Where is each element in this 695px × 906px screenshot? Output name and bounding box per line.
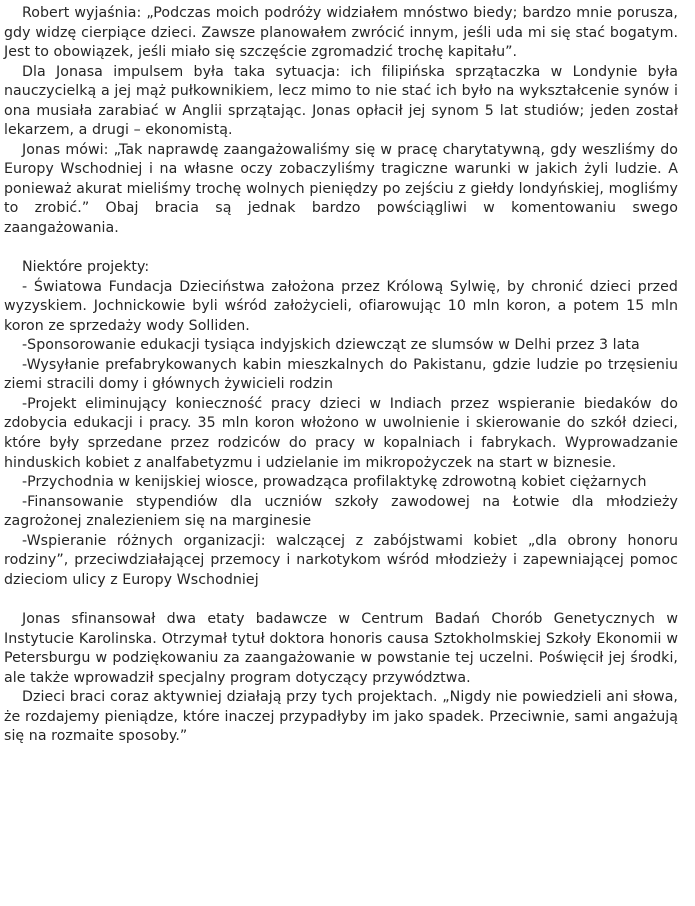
- paragraph-spacer: [4, 590, 678, 610]
- paragraph-children-involvement: Dzieci braci coraz aktywniej działają przy tych projektach. „Nigdy nie powiedzieli ani słowa, że rozdajemy pieniądze, które inaczej przypadłyby im jako spadek. Przeciwnie, sami angażują się na rozmaite sposoby.”: [4, 689, 678, 745]
- paragraph-jonas-impulse: Dla Jonasa impulsem była taka sytuacja: ich filipińska sprzątaczka w Londynie była nauczycielką a jej mąż pułkownikiem, lecz mimo to nie stać ich było na wykształcenie synów i ona musiała zarabiać w Anglii sprzątając. Jonas opłacił jej synom 5 lat studiów; jeden został lekarzem, a drugi – ekonomistą.: [4, 63, 678, 139]
- paragraph-robert-quote: Robert wyjaśnia: „Podczas moich podróży widziałem mnóstwo biedy; bardzo mnie porusza, gdy widzę cierpiące dzieci. Zawsze planowałem zwrócić innym, jeśli uda mi się stać bogatym. Jest to obowiązek, jeśli miało się szczęście zgromadzić trochę kapitału”.: [4, 5, 678, 61]
- paragraph-jonas-quote: Jonas mówi: „Tak naprawdę zaangażowaliśmy się w pracę charytatywną, gdy weszliśmy do Europy Wschodniej i na własne oczy zobaczyliśmy tragiczne warunki w jakich żyli ludzie. A ponieważ akurat mieliśmy trochę wolnych pieniędzy po zejściu z giełdy londyńskiej, mogliśmy to zrobić.” Obaj bracia są jednak bardzo powściągliwi w komentowaniu swego zaangażowania.: [4, 141, 678, 237]
- project-item: -Wysyłanie prefabrykowanych kabin mieszkalnych do Pakistanu, gdzie ludzie po trzęsieniu ziemi stracili domy i głównych żywicieli rodzin: [4, 356, 678, 393]
- paragraph-research-funding: Jonas sfinansował dwa etaty badawcze w Centrum Badań Chorób Genetycznych w Instytucie Karolinska. Otrzymał tytuł doktora honoris causa Sztokholmskiej Szkoły Ekonomii w Petersburgu w podziękowaniu za zaangażowanie w powstanie tej uczelni. Poświęcił jej środki, ale także wprowadził specjalny program dotyczący przywództwa.: [4, 610, 678, 686]
- project-item: -Wspieranie różnych organizacji: walczącej z zabójstwami kobiet „dla obrony honoru rodziny”, przeciwdziałającej przemocy i narkotykom wśród młodzieży i zapewniającej pomoc dzieciom ulicy z Europy Wschodniej: [4, 532, 678, 588]
- project-item: -Finansowanie stypendiów dla uczniów szkoły zawodowej na Łotwie dla młodzieży zagrożonej znalezieniem się na marginesie: [4, 493, 678, 530]
- project-item: -Projekt eliminujący konieczność pracy dzieci w Indiach przez wspieranie biedaków do zdobycia edukacji i pracy. 35 mln koron włożono w uwolnienie i skierowanie do szkół dzieci, które były sprzedane przez rodziców do pracy w kopalniach i fabrykach. Wyprowadzanie hinduskich kobiet z analfabetyzmu i udzielanie im mikropożyczek na start w biznesie.: [4, 395, 678, 471]
- projects-heading: Niektóre projekty:: [22, 259, 150, 276]
- project-item: -Przychodnia w kenijskiej wiosce, prowadząca profilaktykę zdrowotną kobiet ciężarnych: [22, 474, 647, 491]
- paragraph-spacer: [4, 239, 678, 259]
- project-item: -Sponsorowanie edukacji tysiąca indyjskich dziewcząt ze slumsów w Delhi przez 3 lata: [22, 337, 640, 354]
- project-item: - Światowa Fundacja Dzieciństwa założona przez Królową Sylwię, by chronić dzieci przed wyzyskiem. Jochnickowie byli wśród założycieli, ofiarowując 10 mln koron, a potem 15 mln koron ze sprzedaży wody Solliden.: [4, 278, 678, 334]
- document-body: [4, 4, 678, 747]
